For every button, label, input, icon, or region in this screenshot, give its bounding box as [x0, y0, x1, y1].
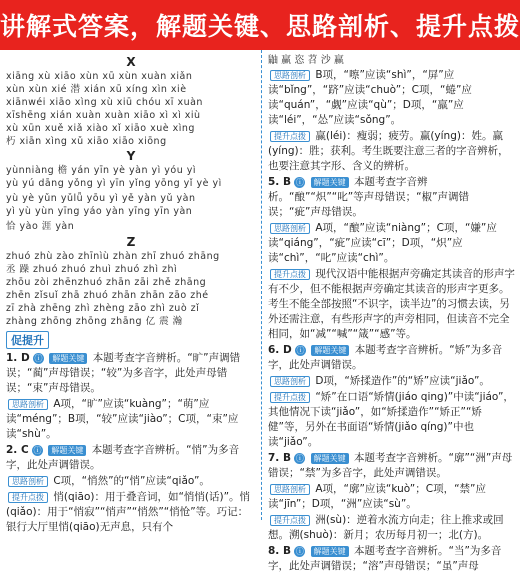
- info-icon: ⓘ: [296, 345, 305, 355]
- tag-label: 解题关键: [49, 353, 87, 364]
- answer-item: [268, 267, 516, 342]
- tag-label: 解题关键: [311, 345, 349, 356]
- tag-label: 提升点拨: [270, 269, 310, 280]
- tag-label: 思路剖析: [270, 376, 310, 387]
- answer-item: [6, 351, 256, 396]
- answer-text: 洲(sù)：逆着水流方向走；往上推求或回想。溯(shuò)：新月；农历每月初一；北(方)。: [268, 514, 504, 541]
- answer-item: [6, 474, 256, 489]
- answer-text: A项，“旷”应读“kuàng”；“萌”应读“méng”；B项，“较”应读“jiào”；C项，“束”应读“shù”。: [6, 398, 239, 440]
- answer-text: A项，“酿”应读“niàng”；C项，“嫌”应读“qiáng”，“疵”应读“cī”；D项，“炽”应读“chì”，“叱”应读“chì”。: [268, 222, 497, 264]
- answer-item: [268, 221, 516, 266]
- answer-text: 赢(léi)：瘦弱；疲劳。赢(yíng)：姓。赢(yíng)：胜；获利。考生既要注意三者的字音辨析，也要注意其字形、含义的辨析。: [268, 130, 509, 172]
- answer-item: [268, 451, 516, 481]
- tag-label: 解题关键: [311, 453, 349, 464]
- tag-label: 提升点拨: [270, 392, 310, 403]
- answer-text: 现代汉语中能根据声旁确定其读音的形声字有不少，但不能根据声旁确定其读音的形声字更多。考生不能全部按照“不识字，读半边”的习惯去读，另外还需注意，有些形声字的声旁相同，但读音不完全相同，如“减”“喊”“箴”“感”等。: [268, 268, 515, 340]
- question-number: 2. C: [6, 444, 29, 456]
- pinyin-row: zhàng zhōng zhōng zhāng 亿 震 瀚: [6, 316, 183, 327]
- pinyin-pair: [6, 192, 256, 218]
- question-number: 5. B: [268, 176, 291, 188]
- question-number: 1. D: [6, 352, 30, 364]
- tag-label: 思路剖析: [8, 476, 48, 487]
- pinyin-row: yù yú dāng yǒng yì yīn yǐng yōng yǐ yè yì: [6, 178, 222, 189]
- tag-label: 解题关键: [48, 445, 86, 456]
- left-column: [6, 54, 256, 533]
- letter-heading-y: Y: [126, 149, 136, 163]
- answer-text: 悄(qiāo)：用于叠音词，如“悄悄(话)”。悄(qiǎo)：用于“悄寂”“悄声”“悄然”“悄怆”等。巧记：银行大厅里悄(qiāo)无声息，只有个: [6, 491, 251, 533]
- info-icon: ⓘ: [33, 445, 42, 455]
- info-icon: ⓘ: [295, 177, 304, 187]
- tag-label: 解题关键: [311, 177, 349, 188]
- info-icon: ⓘ: [295, 546, 304, 556]
- pinyin-row: xùn xùn xié 潜 xián xū xíng xìn xiè: [6, 84, 187, 95]
- answer-text: D项，“矫揉造作”的“矫”应读“jiǎo”。: [315, 375, 490, 387]
- pinyin-row: xiānwéi xiāo xìng xù xiū chóu xī xuàn: [6, 97, 203, 108]
- pinyin-row: 恰 yào 涯 yàn: [6, 221, 75, 232]
- answer-item: [268, 343, 516, 373]
- answer-item: [6, 397, 256, 442]
- answer-item: [268, 175, 516, 220]
- answer-item: [268, 129, 516, 174]
- answer-page: [0, 50, 520, 572]
- answer-item: [268, 68, 516, 128]
- answer-item: [6, 490, 256, 535]
- pinyin-pair: [6, 164, 256, 190]
- answer-text: 本题考查字音辨析。“悄”为多音字，此处声调错误。: [6, 444, 240, 471]
- z-pinyin-block: [6, 250, 256, 328]
- right-column: [268, 54, 516, 572]
- answer-text: “矫”在口语“矫情(jiáo qing)”中读“jiáo”，其他情况下读“jiǎo”，如“矫揉造作”“矫正”“矫健”等，另外在书面语“矫情(jiǎo qíng)”中也读“jiǎo”。: [268, 391, 514, 448]
- answer-item: [268, 513, 516, 543]
- pinyin-row: yì yù yùn yīng yáo yàn yīng yīn yàn: [6, 206, 193, 217]
- question-number: 8. B: [268, 545, 291, 557]
- pinyin-row: zhōu zòi zhēnzhuó zhān zāi zhě zhāng: [6, 277, 207, 288]
- answer-text: B项，“嚓”应读“shì”，“屏”应读“bǐng”，“跻”应读“chuò”；C项，“蜷”应读“quán”，“觑”应读“qù”；D项，“羸”应读“léi”，“怂”应读“sǒng”。: [268, 69, 472, 126]
- pinyin-row: xīshēng xián xuàn xuàn xiāo xì xì xiù: [6, 110, 201, 121]
- question-number: 6. D: [268, 344, 292, 356]
- pinyin-row: zhuó zhù zào zhīnìù zhàn zhī zhuó zhāng: [6, 251, 220, 262]
- answer-item: [268, 374, 516, 389]
- pinyin-row: zī zhà zhēng zhì zhèng zāo zhì zuò zǐ: [6, 303, 200, 314]
- tag-label: 提升点拨: [270, 515, 310, 526]
- info-icon: ⓘ: [295, 453, 304, 463]
- tag-label: 提升点拨: [8, 492, 48, 503]
- continued-text: 鼬 赢 恣 苕 沙 赢: [268, 55, 344, 66]
- tag-label: 思路剖析: [270, 223, 310, 234]
- pinyin-row: xiāng xù xiāo xùn xū xùn xuàn xiǎn: [6, 71, 193, 82]
- pinyin-row: zhēn zǐsuǐ zhā zhuó zhān zhān zāo zhé: [6, 290, 209, 301]
- question-number: 7. B: [268, 452, 291, 464]
- answer-text: 本题考查字音辨析。“旷”声调错误；“蔺”声母错误；“较”为多音字，此处声母错误；“束”声母错误。: [6, 352, 241, 394]
- answer-text: 本题考查字音辨析。“矫”为多音字，此处声调错误。: [268, 344, 503, 371]
- tag-label: 思路剖析: [270, 70, 310, 81]
- answer-item: [268, 544, 516, 574]
- pinyin-row: 丞 躁 zhuó zhuó zhuì zhuó zhì zhì: [6, 264, 178, 275]
- section-label: 促提升: [6, 331, 49, 349]
- letter-heading-x: X: [126, 55, 136, 69]
- answer-text: 本题考查字音辨析。“酿”“炽”“叱”等声母错误；“椒”声调错误；“疵”声母错误。: [268, 176, 470, 218]
- banner-title: 讲解式答案，解题关键、思路剖析、提升点拨: [0, 12, 520, 41]
- x-pinyin-block: [6, 70, 256, 148]
- pinyin-row: xù xūn xuě xiǎ xiào xǐ xiāo xuè xìng: [6, 123, 195, 134]
- answer-text: C项，“悄然”的“悄”应读“qiǎo”。: [53, 475, 210, 487]
- letter-heading-z: Z: [126, 235, 136, 249]
- answer-item: [268, 390, 516, 450]
- answer-text: 本题考查字音辨析。“廓”“洲”声母错误；“禁”为多音字，此处声调错误。: [268, 452, 513, 479]
- tag-label: 提升点拨: [270, 131, 310, 142]
- answer-item: [6, 443, 256, 473]
- pinyin-row: yùnniàng 檐 yán yīn yè yàn yì yóu yì: [6, 165, 197, 176]
- y-pinyin-block: [6, 164, 256, 233]
- pinyin-row: 朽 xiān xìng xǔ xiāo xiāo xiōng: [6, 136, 167, 147]
- header-banner: [0, 0, 520, 50]
- tag-label: 思路剖析: [270, 484, 310, 495]
- tag-label: 解题关键: [311, 546, 349, 557]
- tag-label: 思路剖析: [8, 399, 48, 410]
- answer-item: [268, 482, 516, 512]
- answer-text: 本题考查字音辨析。“当”为多音字，此处声调错误；“溶”声母错误；“虽”声母: [268, 545, 502, 572]
- info-icon: ⓘ: [34, 353, 43, 363]
- pinyin-row: yù yè yǔn yǔlǚ yōu yì yě yàn yǔ yàn: [6, 193, 196, 204]
- pinyin-pair: [6, 220, 256, 233]
- answer-text: A项，“廓”应读“kuò”；C项，“禁”应读“jīn”；D项，“洲”应读“sù”。: [268, 483, 486, 510]
